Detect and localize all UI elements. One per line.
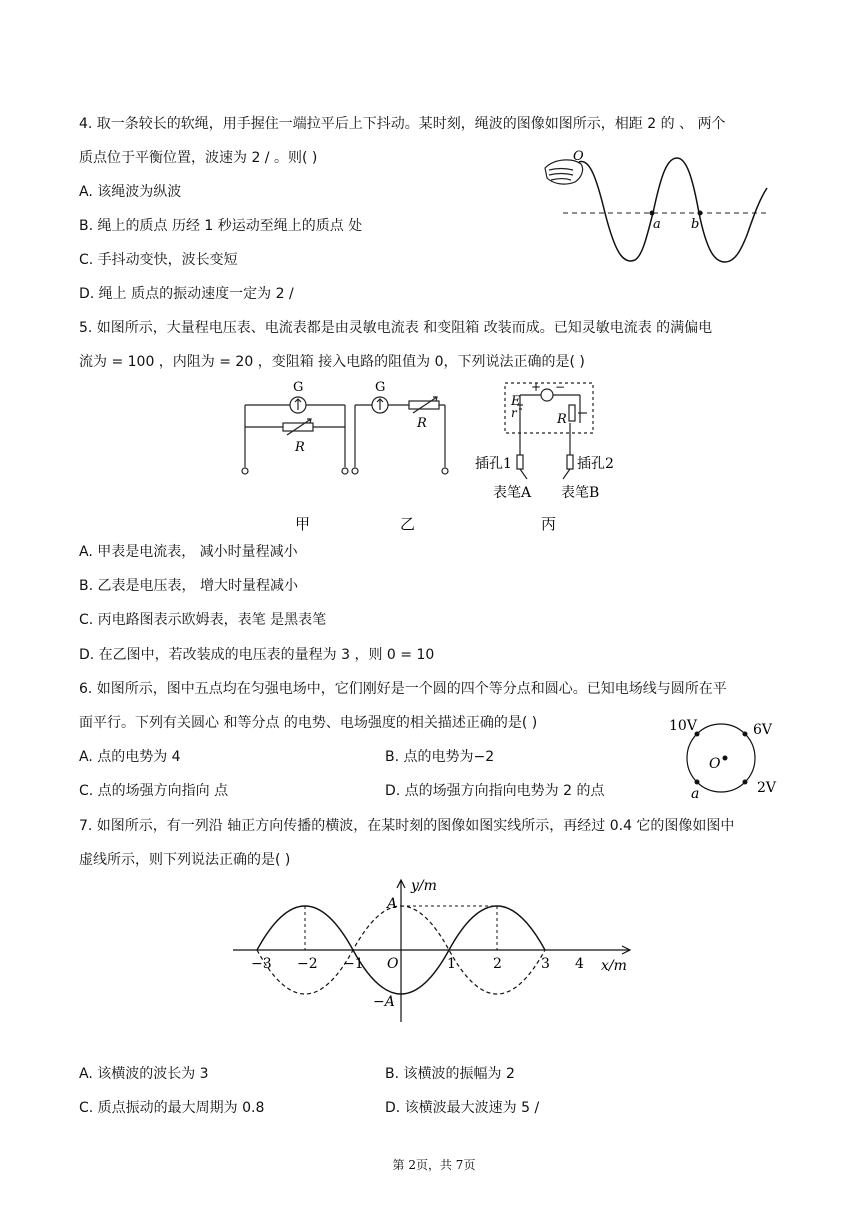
bing-plus-label: + (531, 380, 542, 394)
q6-option-c: C. 点的场强方向指向 点 (79, 783, 229, 799)
q5-stem-line2: 流为 = 100 ，内阻为 = 20 ，变阻箱 接入电路的阻值为 0，下列说法正确的是( ) (79, 354, 585, 370)
q6-option-b: B. 点的电势为−2 (385, 749, 495, 765)
pen-a-label: 表笔A (493, 485, 532, 501)
bing-r-label: r (511, 406, 517, 420)
q4-option-d: D. 绳上 质点的振动速度一定为 2 / (79, 286, 294, 302)
point-b-dot (698, 211, 703, 216)
q4-rope-wave-figure (535, 140, 775, 270)
amplitude-neg-a-label: −A (373, 994, 395, 1010)
label-6v: 6V (753, 722, 773, 738)
tick-3: 3 (541, 956, 550, 972)
amplitude-a-label: A (387, 896, 398, 912)
q6-option-a: A. 点的电势为 4 (79, 749, 181, 765)
q5-option-b: B. 乙表是电压表， 增大时量程减小 (79, 578, 298, 594)
origin-label: O (387, 956, 399, 972)
circuit-yi (352, 397, 448, 474)
tick-1: 1 (447, 956, 456, 972)
q7-wave-figure (225, 872, 645, 1032)
q4-option-c: C. 手抖动变快，波长变短 (79, 252, 238, 268)
circuit-jia (242, 397, 348, 474)
point-2v-dot (743, 780, 748, 785)
caption-bing: 丙 (541, 515, 557, 533)
bing-e-label: E (511, 394, 521, 409)
page-footer: 第 2页，共 7页 (392, 1158, 476, 1172)
pen-b-label: 表笔B (561, 485, 600, 501)
jia-resistor-label: R (295, 440, 305, 455)
q4-stem-line2: 质点位于平衡位置，波速为 2 / 。则( ) (79, 150, 318, 166)
tick-2: 2 (493, 956, 502, 972)
yi-galvanometer-label: G (375, 380, 386, 395)
q6-circle-figure (665, 712, 785, 804)
q5-circuit-figure (235, 375, 635, 540)
rope-wave-curve (579, 158, 767, 262)
q7-option-d: D. 该横波最大波速为 5 / (385, 1100, 540, 1116)
label-10v: 10V (669, 718, 697, 734)
tick-4: 4 (575, 956, 584, 972)
q5-option-c: C. 丙电路图表示欧姆表，表笔 是黑表笔 (79, 612, 327, 628)
hole1-label: 插孔1 (475, 456, 512, 472)
point-a-label: a (653, 217, 661, 232)
label-o: O (709, 756, 721, 772)
y-axis-label: y/m (411, 878, 437, 894)
q6-stem-line1: 6. 如图所示，图中五点均在匀强电场中，它们刚好是一个圆的四个等分点和圆心。已知电场线与圆所在平 (79, 681, 727, 697)
label-2v: 2V (757, 780, 777, 796)
bing-resistor-label: R (557, 412, 567, 427)
q6-stem-line2: 面平行。下列有关圆心 和等分点 的电势、电场强度的相关描述正确的是( ) (79, 715, 538, 731)
q7-stem-line2: 虚线所示，则下列说法正确的是( ) (79, 852, 291, 868)
q7-option-b: B. 该横波的振幅为 2 (385, 1066, 515, 1082)
jia-galvanometer-label: G (293, 380, 304, 395)
q5-option-a: A. 甲表是电流表， 减小时量程减小 (79, 544, 298, 560)
tick-neg3: −3 (251, 956, 272, 972)
q5-option-d: D. 在乙图中，若改装成的电压表的量程为 3 ，则 0 = 10 (79, 647, 435, 663)
hole2-label: 插孔2 (577, 456, 614, 472)
label-a: a (691, 786, 700, 802)
q7-option-a: A. 该横波的波长为 3 (79, 1066, 209, 1082)
q7-stem-line1: 7. 如图所示，有一列沿 轴正方向传播的横波，在某时刻的图像如图实线所示，再经过 0.4 它的图像如图中 (79, 818, 735, 834)
q4-stem-line1: 4. 取一条较长的软绳，用手握住一端拉平后上下抖动。某时刻，绳波的图像如图所示，相距 2 的 、 两个 (79, 116, 726, 132)
q5-stem-line1: 5. 如图所示，大量程电压表、电流表都是由灵敏电流表 和变阻箱 改装而成。已知灵敏电流表 的满偏电 (79, 320, 713, 336)
q7-option-c: C. 质点振动的最大周期为 0.8 (79, 1100, 265, 1116)
x-axis-label: x/m (601, 958, 627, 974)
yi-resistor-label: R (417, 416, 427, 431)
bing-minus-label: − (555, 380, 566, 394)
q6-option-d: D. 点的场强方向指向电势为 2 的点 (385, 783, 605, 799)
point-o-label: O (573, 149, 584, 164)
point-a-dot (650, 211, 655, 216)
tick-neg2: −2 (297, 956, 318, 972)
caption-yi: 乙 (400, 515, 416, 533)
q4-option-b: B. 绳上的质点 历经 1 秒运动至绳上的质点 处 (79, 218, 363, 234)
point-a-dot (695, 780, 700, 785)
center-o-dot (723, 756, 728, 761)
point-b-label: b (691, 217, 700, 232)
tick-neg1: −1 (343, 956, 364, 972)
point-6v-dot (743, 732, 748, 737)
q4-option-a: A. 该绳波为纵波 (79, 184, 182, 200)
caption-jia: 甲 (295, 515, 311, 533)
